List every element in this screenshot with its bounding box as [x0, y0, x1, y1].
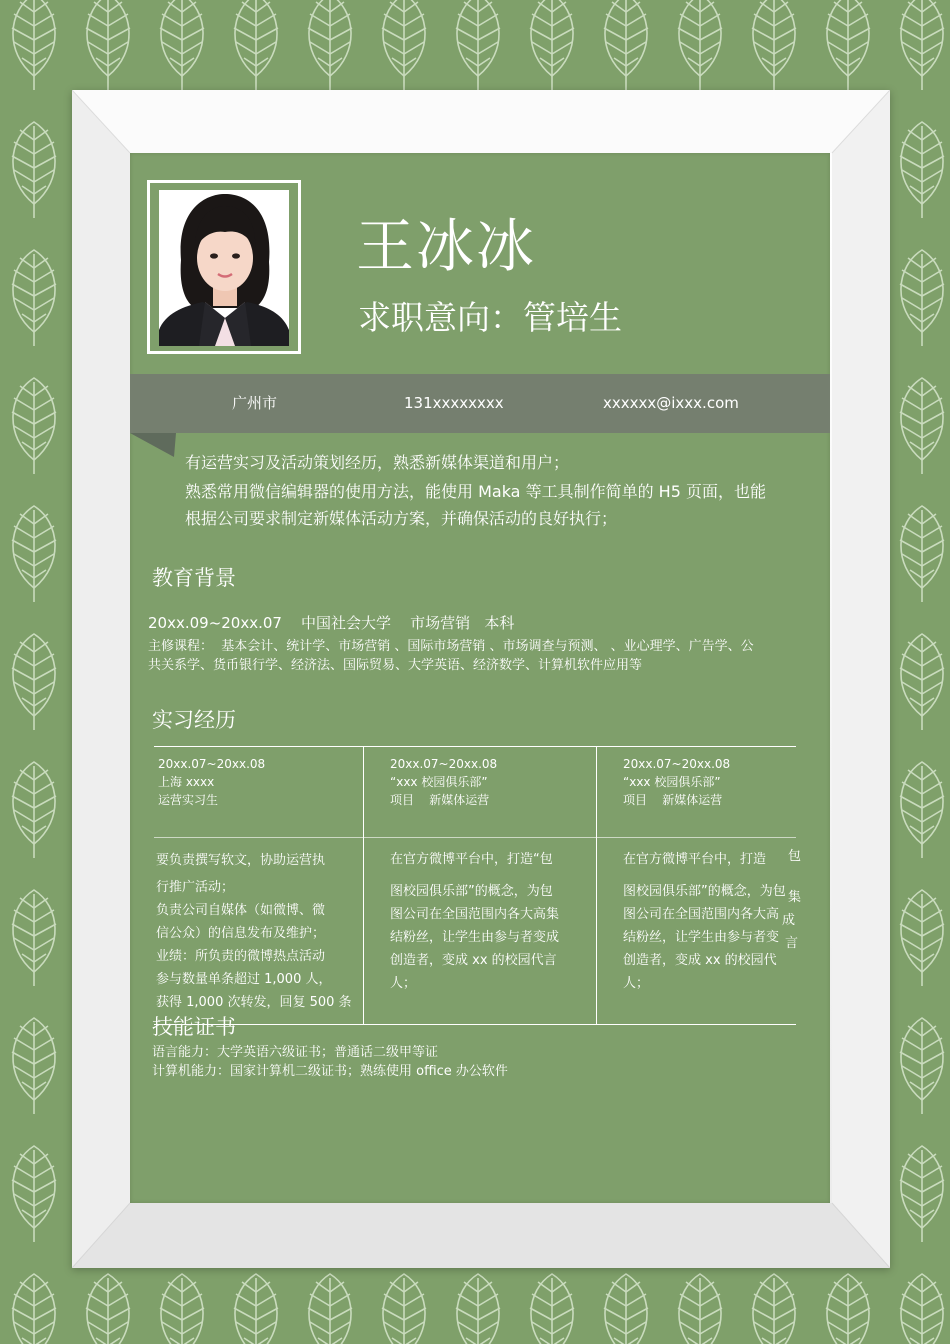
leaf-motif-117: [12, 1146, 56, 1242]
leaf-motif-25: [900, 122, 944, 218]
internship-3-overflow-4: 言: [785, 936, 799, 951]
leaf-motif-10: [752, 0, 796, 90]
leaf-motif-116: [900, 1018, 944, 1114]
education-courses-line-2: 共关系学、货币银行学、经济法、国际贸易、大学英语、经济数学、计算机软件应用等: [148, 658, 643, 673]
internship-1-desc-6: 参与数量单条超过 1,000 人，: [156, 972, 332, 987]
leaf-motif-65: [12, 634, 56, 730]
internship-3-org: “xxx 校园俱乐部”: [623, 775, 721, 789]
leaf-motif-138: [604, 1274, 648, 1344]
leaf-motif-1: [86, 0, 130, 90]
leaf-motif-26: [12, 250, 56, 346]
section-title-skills: 技能证书: [152, 1015, 236, 1039]
leaf-motif-142: [900, 1274, 944, 1344]
internship-1-org: 上海 xxxx: [158, 775, 215, 789]
table-bottom-rule: [154, 1024, 796, 1025]
profile-photo: [159, 190, 289, 346]
internship-2-desc-2: 图校园俱乐部”的概念，为包: [390, 884, 553, 899]
leaf-motif-78: [12, 762, 56, 858]
internship-1-desc-4: 信公众）的信息发布及维护；: [156, 926, 326, 941]
ribbon-fold: [130, 433, 180, 463]
leaf-motif-130: [12, 1274, 56, 1344]
leaf-motif-131: [86, 1274, 130, 1344]
leaf-motif-77: [900, 634, 944, 730]
leaf-motif-39: [12, 378, 56, 474]
leaf-motif-140: [752, 1274, 796, 1344]
internship-2-desc-5: 创造者，变成 xx 的校园代言: [390, 953, 557, 968]
leaf-motif-5: [382, 0, 426, 90]
leaf-motif-4: [308, 0, 352, 90]
table-divider-1: [363, 746, 364, 1024]
contact-bar: [130, 374, 830, 433]
leaf-motif-134: [308, 1274, 352, 1344]
summary-line-2: 熟悉常用微信编辑器的使用方法，能使用 Maka 等工具制作简单的 H5 页面，也能: [185, 482, 766, 501]
internship-2-role: 项目 新媒体运营: [390, 793, 490, 807]
leaf-motif-52: [12, 506, 56, 602]
leaf-motif-132: [160, 1274, 204, 1344]
internship-3-desc-3: 图公司在全国范围内各大高: [623, 907, 780, 922]
leaf-motif-136: [456, 1274, 500, 1344]
internship-3-desc-4: 结粉丝，让学生由参与者变: [623, 930, 780, 945]
section-title-internship: 实习经历: [152, 708, 236, 732]
internship-3-desc-6: 人；: [623, 976, 650, 991]
internship-2-desc-6: 人；: [390, 976, 417, 991]
leaf-motif-7: [530, 0, 574, 90]
leaf-motif-64: [900, 506, 944, 602]
leaf-motif-2: [160, 0, 204, 90]
leaf-motif-104: [12, 1018, 56, 1114]
internship-3-desc-1: 在官方微博平台中，打造: [623, 852, 767, 867]
leaf-motif-103: [900, 890, 944, 986]
leaf-motif-51: [900, 378, 944, 474]
internship-2-date: 20xx.07~20xx.08: [390, 757, 498, 771]
internship-1-desc-5: 业绩：所负责的微博热点活动: [156, 949, 326, 964]
leaf-motif-135: [382, 1274, 426, 1344]
section-title-education: 教育背景: [152, 566, 236, 590]
internship-1-desc-2: 行推广活动；: [156, 880, 235, 895]
internship-1-role: 运营实习生: [158, 793, 219, 807]
skills-line-1: 语言能力：大学英语六级证书；普通话二级甲等证: [152, 1045, 439, 1060]
profile-photo-illustration: [159, 190, 289, 346]
leaf-motif-9: [678, 0, 722, 90]
leaf-motif-0: [12, 0, 56, 90]
internship-1-date: 20xx.07~20xx.08: [158, 757, 266, 771]
leaf-motif-91: [12, 890, 56, 986]
skills-line-2: 计算机能力：国家计算机二级证书；熟练使用 office 办公软件: [152, 1064, 508, 1079]
contact-phone: 131xxxxxxxx: [404, 394, 504, 412]
photo-frame: [147, 180, 301, 354]
leaf-motif-129: [900, 1146, 944, 1242]
internship-3-overflow-2: 集: [788, 890, 802, 905]
leaf-motif-3: [234, 0, 278, 90]
leaf-motif-38: [900, 250, 944, 346]
leaf-motif-90: [900, 762, 944, 858]
internship-2-desc-3: 图公司在全国范围内各大高集: [390, 907, 560, 922]
internship-1-desc-3: 负责公司自媒体（如微博、微: [156, 903, 326, 918]
contact-email[interactable]: xxxxxx@ixxx.com: [603, 394, 739, 412]
leaf-motif-141: [826, 1274, 870, 1344]
leaf-motif-12: [900, 0, 944, 90]
leaf-motif-137: [530, 1274, 574, 1344]
education-courses-line-1: 主修课程： 基本会计、统计学、市场营销 、国际市场营销 、市场调查与预测、 、业心理学、广告学、公: [148, 639, 754, 654]
internship-3-date: 20xx.07~20xx.08: [623, 757, 731, 771]
education-line: 20xx.09~20xx.07 中国社会大学 市场营销 本科: [148, 614, 515, 632]
table-top-rule: [154, 746, 796, 747]
summary-line-1: 有运营实习及活动策划经历，熟悉新媒体渠道和用户；: [185, 453, 570, 472]
internship-3-overflow-1: 包: [788, 849, 802, 864]
contact-city: 广州市: [232, 394, 278, 412]
table-mid-rule: [154, 837, 796, 838]
summary-line-3: 根据公司要求制定新媒体活动方案，并确保活动的良好执行；: [185, 509, 618, 528]
leaf-motif-6: [456, 0, 500, 90]
internship-3-role: 项目 新媒体运营: [623, 793, 723, 807]
internship-3-desc-2: 图校园俱乐部”的概念，为包: [623, 884, 786, 899]
leaf-motif-13: [12, 122, 56, 218]
internship-2-desc-4: 结粉丝，让学生由参与者变成: [390, 930, 560, 945]
resume-sheet: [130, 153, 830, 1203]
leaf-motif-133: [234, 1274, 278, 1344]
table-divider-2: [596, 746, 597, 1024]
internship-2-desc-1: 在官方微博平台中，打造“包: [390, 852, 553, 867]
leaf-motif-8: [604, 0, 648, 90]
internship-3-overflow-3: 成: [782, 913, 796, 928]
internship-1-desc-7: 获得 1,000 次转发，回复 500 条: [156, 995, 352, 1010]
leaf-motif-139: [678, 1274, 722, 1344]
internship-3-desc-5: 创造者，变成 xx 的校园代: [623, 953, 777, 968]
internship-2-org: “xxx 校园俱乐部”: [390, 775, 488, 789]
job-intention: 求职意向：管培生: [358, 298, 622, 337]
candidate-name: 王冰冰: [356, 212, 537, 280]
internship-1-desc-1: 要负责撰写软文，协助运营执: [156, 853, 326, 868]
leaf-motif-11: [826, 0, 870, 90]
